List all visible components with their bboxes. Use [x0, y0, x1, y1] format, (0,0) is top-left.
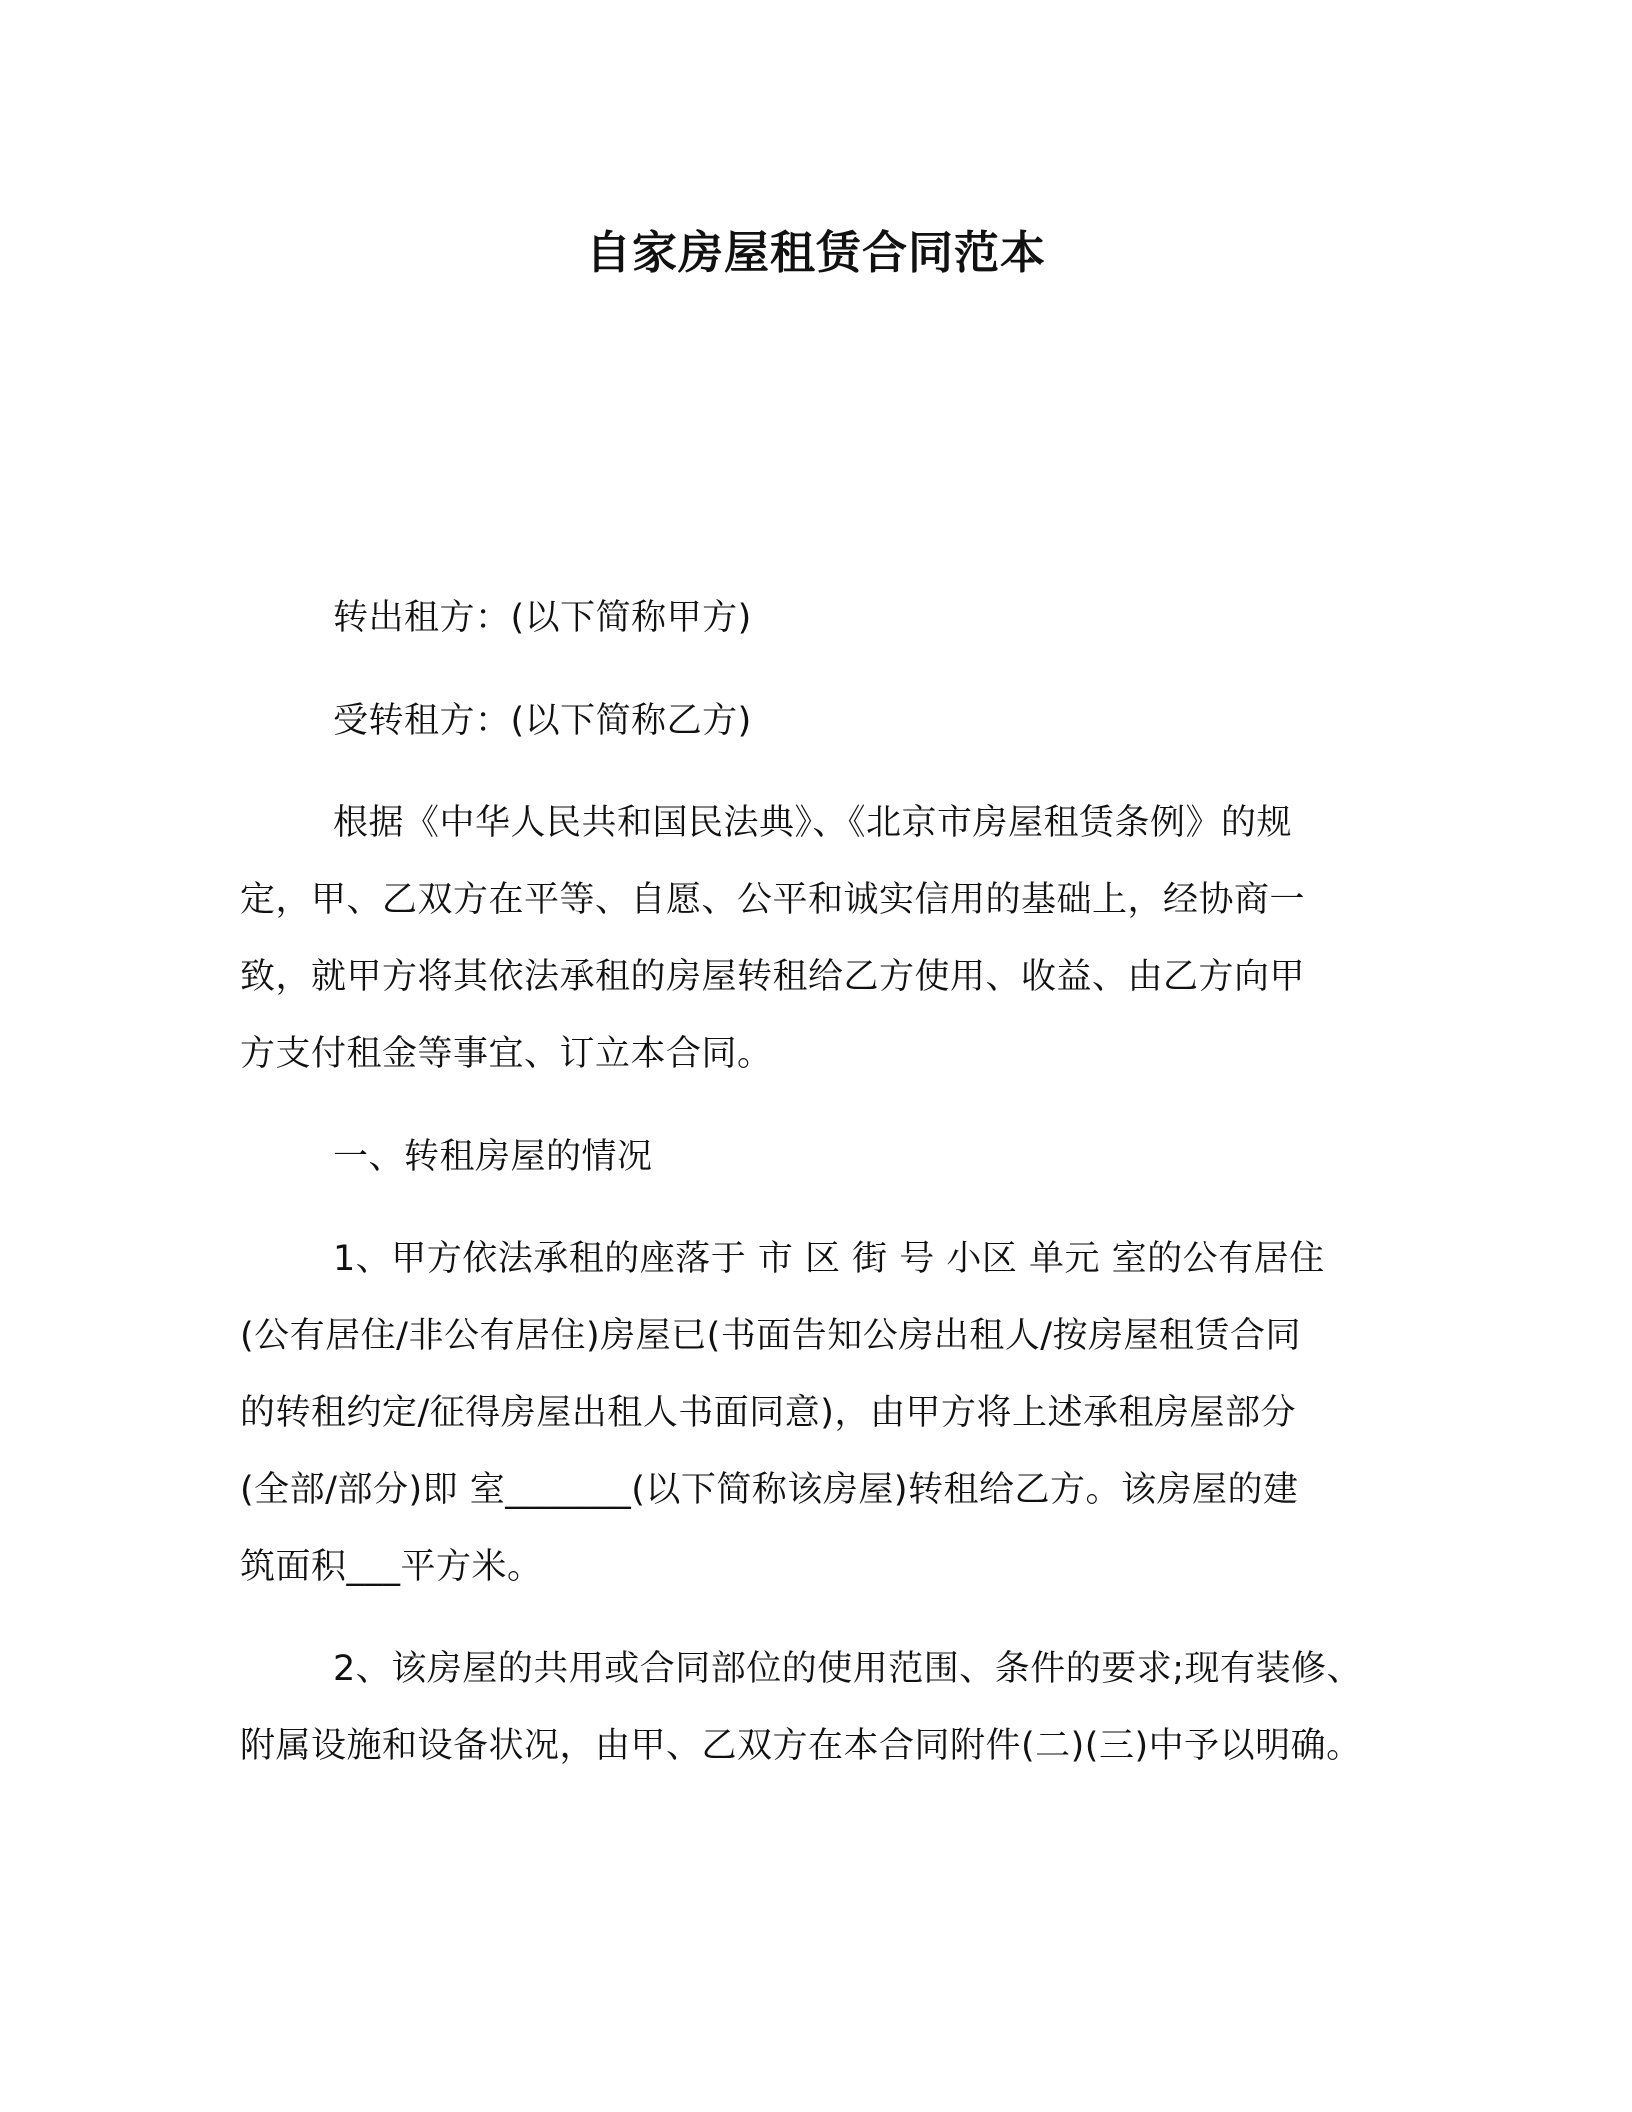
document-title: 自家房屋租赁合同范本 — [585, 226, 1046, 279]
section-1-heading: 一、转租房屋的情况 — [333, 1137, 653, 1177]
clause-1-line-2: (公有居住/非公有居住)房屋已(书面告知公房出租人/按房屋租赁合同 — [240, 1316, 1302, 1356]
intro-line-4: 方支付租金等事宜、订立本合同。 — [240, 1034, 773, 1074]
clause-2-line-2: 附属设施和设备状况，由甲、乙双方在本合同附件(二)(三)中予以明确。 — [240, 1726, 1362, 1766]
clause-1-line-3: 的转租约定/征得房屋出租人书面同意)，由甲方将上述承租房屋部分 — [240, 1393, 1296, 1433]
party-b-line: 受转租方：(以下简称乙方) — [333, 701, 752, 741]
clause-1-line-4: (全部/部分)即 室_______(以下简称该房屋)转租给乙方。该房屋的建 — [240, 1470, 1299, 1510]
clause-2-line-1: 2、该房屋的共用或合同部位的使用范围、条件的要求;现有装修、 — [333, 1649, 1363, 1689]
intro-line-3: 致，就甲方将其依法承租的房屋转租给乙方使用、收益、由乙方向甲 — [240, 957, 1306, 997]
intro-line-1: 根据《中华人民共和国民法典》、《北京市房屋租赁条例》的规 — [333, 803, 1293, 843]
intro-line-2: 定，甲、乙双方在平等、自愿、公平和诚实信用的基础上，经协商一 — [240, 880, 1306, 920]
party-a-line: 转出租方：(以下简称甲方) — [333, 598, 752, 638]
clause-1-line-5: 筑面积___平方米。 — [240, 1547, 543, 1587]
clause-1-line-1: 1、甲方依法承租的座落于 市 区 街 号 小区 单元 室的公有居住 — [333, 1239, 1325, 1279]
